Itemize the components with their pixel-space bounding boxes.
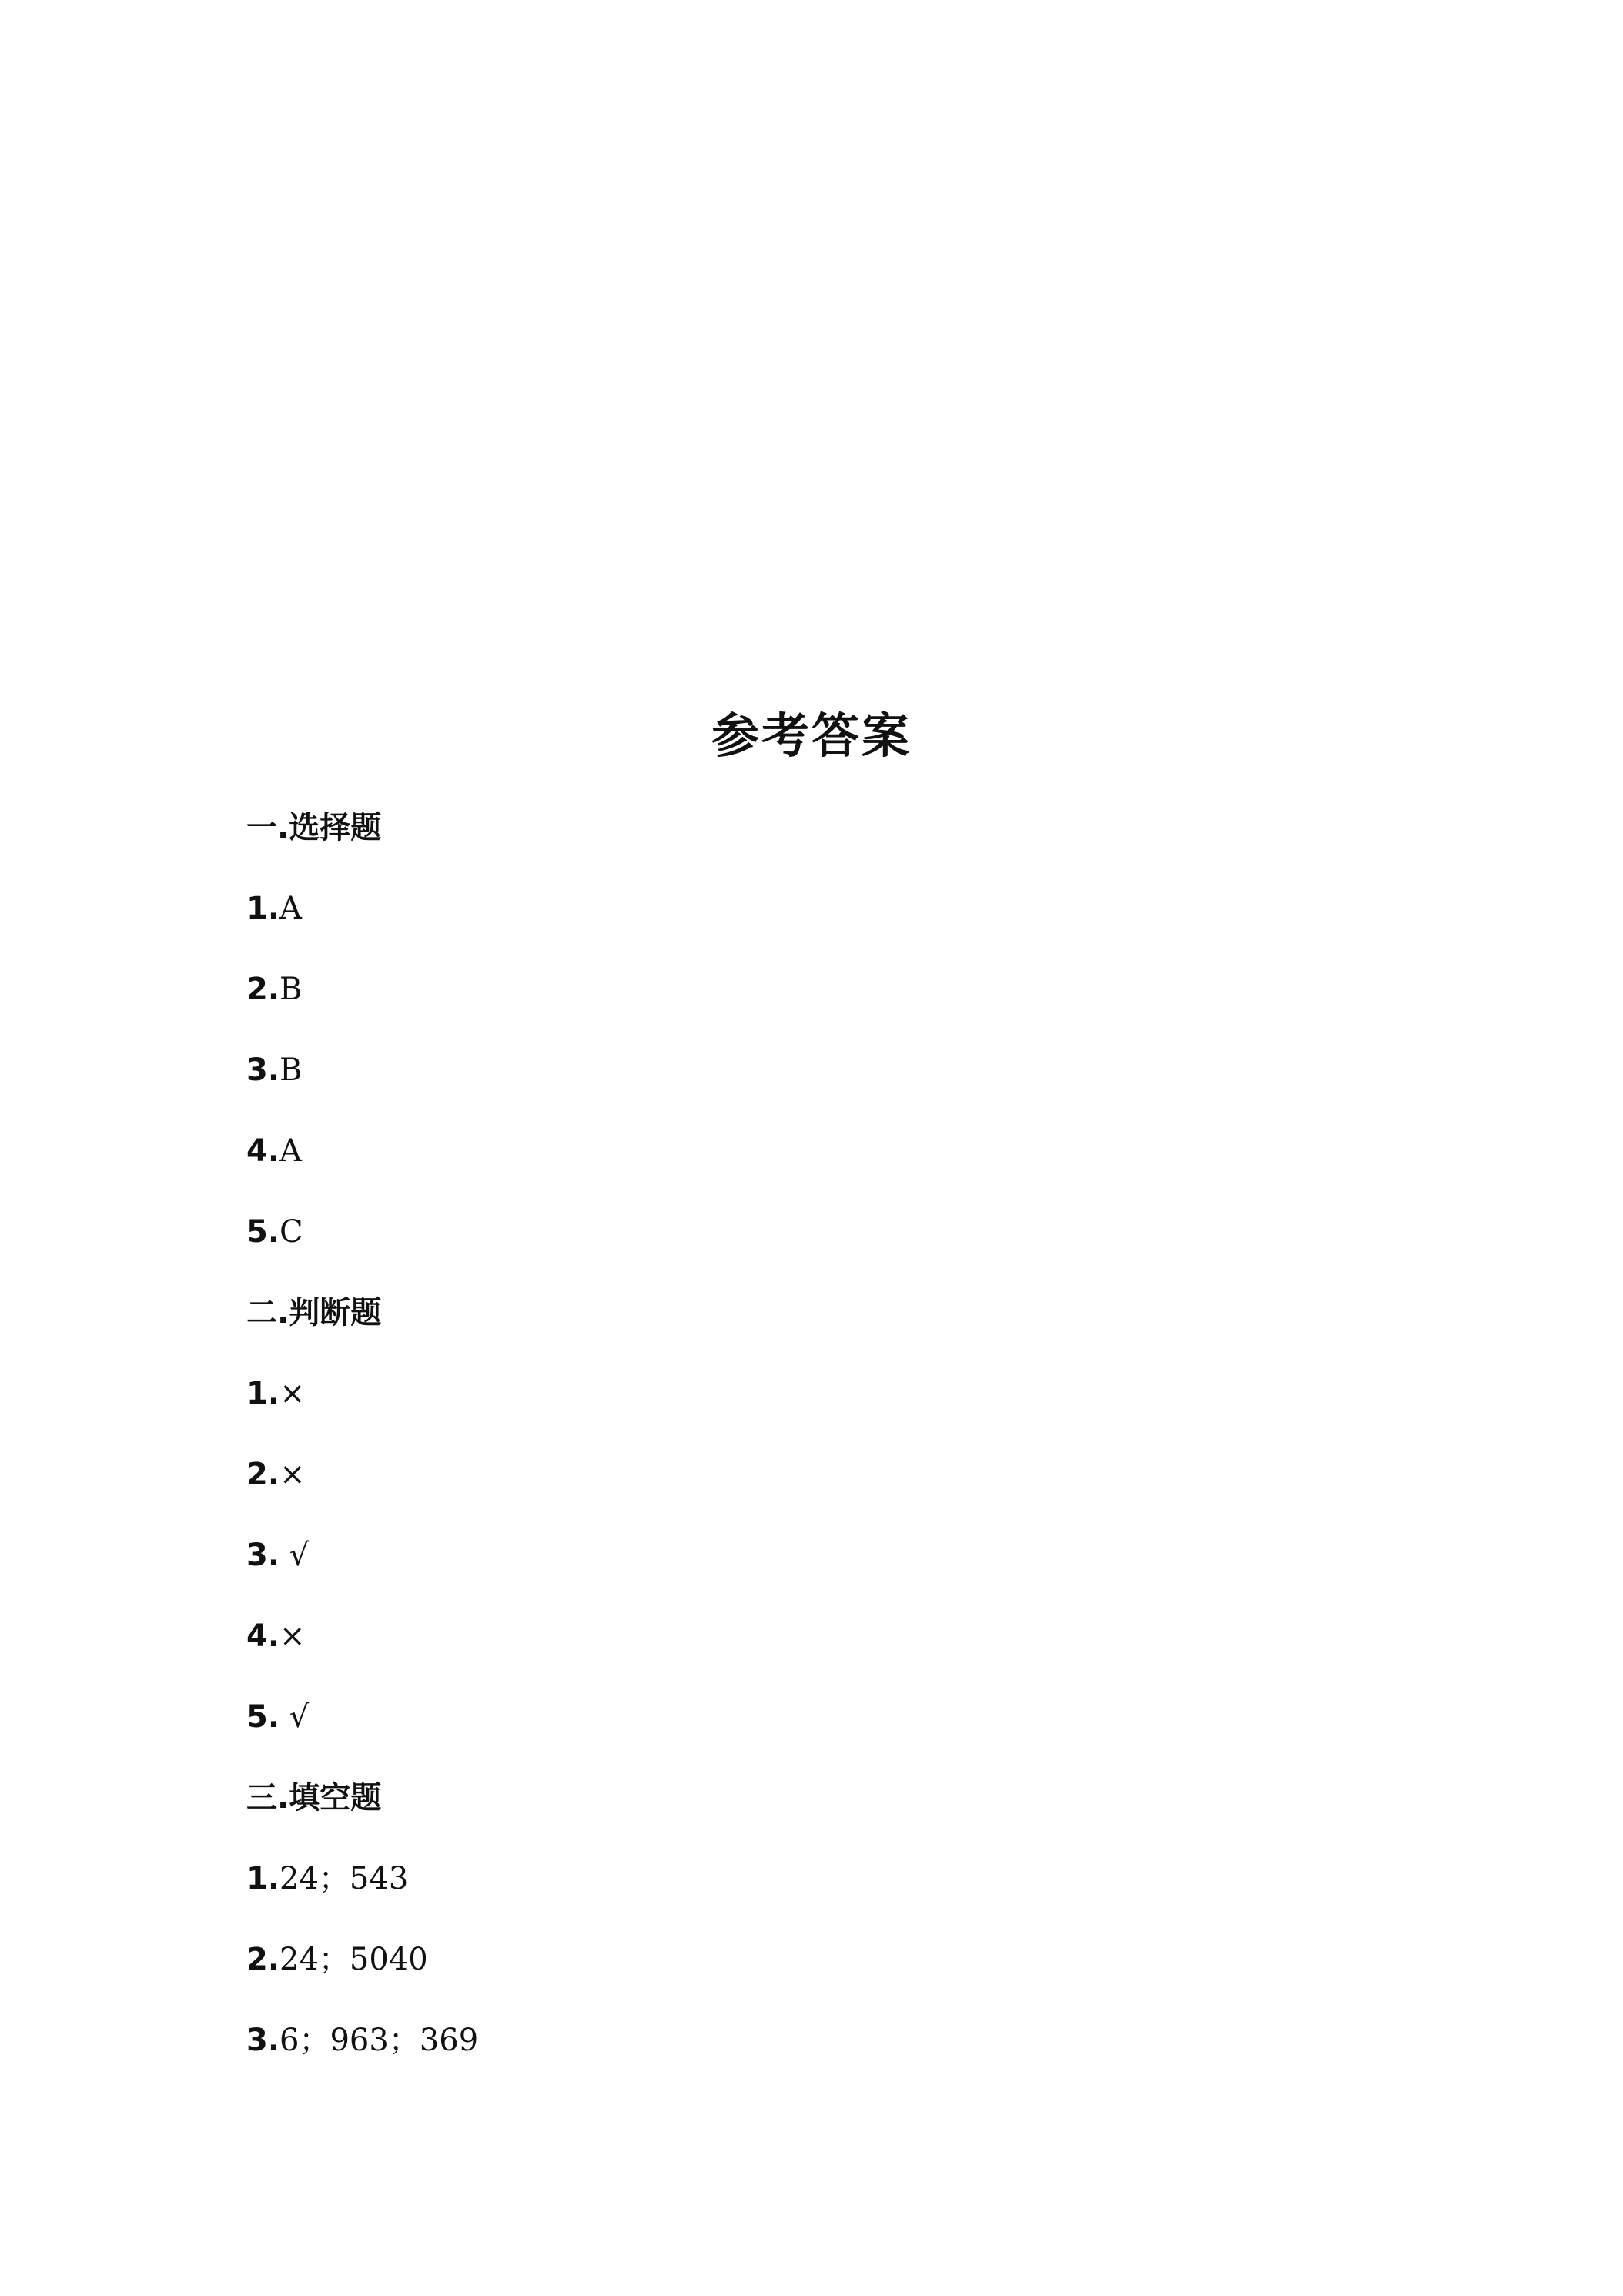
answer-value: 6；963；369 bbox=[279, 2023, 479, 2058]
answer-number: 1. bbox=[246, 1376, 280, 1411]
answer-line bbox=[246, 1371, 1401, 1451]
answer-value: B bbox=[279, 1053, 303, 1088]
answer-number: 3. bbox=[246, 1538, 280, 1573]
answer-content bbox=[246, 805, 1401, 2098]
answer-value: √ bbox=[279, 1699, 310, 1735]
answer-line bbox=[246, 1209, 1401, 1290]
answer-line bbox=[246, 1047, 1401, 1128]
section-heading-fill-blank: 三.填空题 bbox=[246, 1780, 382, 1816]
answer-line bbox=[246, 1694, 1401, 1775]
answer-value: × bbox=[279, 1457, 306, 1492]
answer-number: 1. bbox=[246, 1861, 280, 1896]
answer-value: A bbox=[279, 891, 302, 926]
answer-number: 2. bbox=[246, 1457, 280, 1492]
answer-number: 1. bbox=[246, 891, 280, 926]
answer-line bbox=[246, 1532, 1401, 1613]
answer-line bbox=[246, 966, 1401, 1047]
answer-value: 24；543 bbox=[279, 1861, 409, 1896]
page-title: 参考答案 bbox=[711, 708, 912, 764]
answer-number: 4. bbox=[246, 1618, 280, 1654]
answer-line bbox=[246, 1936, 1401, 2017]
answer-number: 5. bbox=[246, 1214, 280, 1250]
answer-line bbox=[246, 1128, 1401, 1209]
answer-number: 4. bbox=[246, 1133, 280, 1169]
answer-number: 3. bbox=[246, 2023, 280, 2058]
answer-line bbox=[246, 1613, 1401, 1694]
answer-number: 5. bbox=[246, 1699, 280, 1735]
section-heading-choice: 一.选择题 bbox=[246, 810, 382, 845]
answer-value: 24；5040 bbox=[279, 1942, 428, 1977]
answer-line bbox=[246, 2017, 1401, 2098]
answer-number: 2. bbox=[246, 1942, 280, 1977]
answer-line bbox=[246, 1856, 1401, 1936]
answer-value: A bbox=[279, 1133, 302, 1169]
answer-line bbox=[246, 1451, 1401, 1532]
answer-value: √ bbox=[279, 1538, 310, 1573]
answer-number: 3. bbox=[246, 1053, 280, 1088]
answer-value: × bbox=[279, 1376, 306, 1411]
section-heading-judgement: 二.判断题 bbox=[246, 1295, 382, 1330]
answer-value: B bbox=[279, 972, 303, 1007]
answer-value: × bbox=[279, 1618, 306, 1654]
answer-line bbox=[246, 885, 1401, 966]
answer-number: 2. bbox=[246, 972, 280, 1007]
answer-value: C bbox=[279, 1214, 303, 1250]
